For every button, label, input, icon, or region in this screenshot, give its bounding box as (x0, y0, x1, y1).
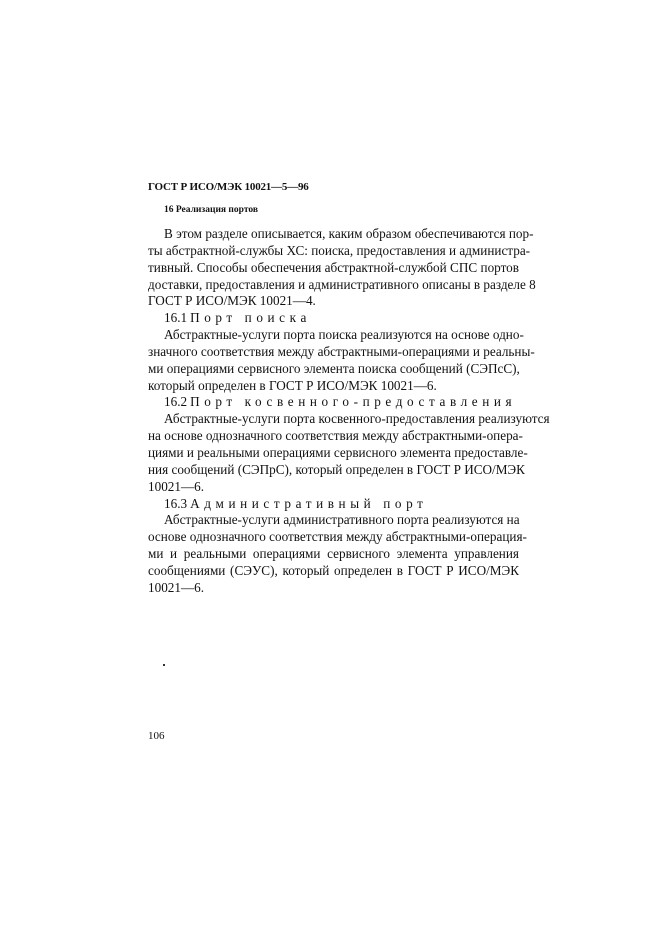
text-line: 10021—6. (148, 478, 205, 494)
scan-speck (163, 664, 165, 666)
text-line: значного соответствия между абстрактными-операциями и реальны- (148, 343, 535, 359)
text-line: 10021—6. (148, 579, 205, 595)
subsection-heading (148, 394, 519, 411)
text-line: Абстрактные-услуги порта косвенного-предоставления реализуются (164, 411, 550, 427)
subsection-heading (148, 496, 519, 513)
text-line: В этом разделе описывается, каким образом обеспечиваются пор- (164, 226, 534, 241)
subsection-title: Порт косвенного-предоставления (190, 394, 517, 410)
text-line: доставки, предоставления и административного описаны в разделе 8 (148, 276, 536, 292)
text-line: ты абстрактной-службы ХС: поиска, предоставления и администра- (148, 242, 531, 258)
text-line: на основе однозначного соответствия между абстрактными-опера- (148, 428, 523, 444)
text-line: который определен в ГОСТ Р ИСО/МЭК 10021—6. (148, 377, 437, 393)
section-title: 16 Реализация портов (164, 205, 259, 215)
text-line: ми операциями сервисного элемента поиска сообщений (СЭПсС), (148, 360, 520, 376)
subsection-title: Административный порт (190, 495, 428, 511)
text-line: циями и реальными операциями сервисного элемента предоставле- (148, 444, 528, 460)
text-line: ния сообщений (СЭПрС), который определен в ГОСТ Р ИСО/МЭК (148, 461, 525, 477)
text-line: основе однозначного соответствия между абстрактными-операция- (148, 529, 527, 545)
text-line: ми и реальными операциями сервисного элемента управления (148, 546, 519, 562)
subsection-number: 16.1 (164, 310, 188, 326)
subsection-heading (148, 310, 519, 327)
text-line: ГОСТ Р ИСО/МЭК 10021—4. (148, 293, 316, 309)
text-line: Абстрактные-услуги административного порта реализуются на (164, 512, 520, 528)
subsection-number: 16.3 (164, 495, 188, 511)
body-text (148, 226, 550, 597)
document-header: ГОСТ Р ИСО/МЭК 10021—5—96 (148, 181, 309, 193)
text-line: сообщениями (СЭУС), который определен в ГОСТ Р ИСО/МЭК (148, 562, 519, 578)
subsection-title: Порт поиска (190, 310, 311, 326)
text-line: тивный. Способы обеспечения абстрактной-службой СПС портов (148, 259, 519, 275)
subsection-number: 16.2 (164, 394, 188, 410)
page-number: 106 (148, 730, 165, 742)
text-line: Абстрактные-услуги порта поиска реализуются на основе одно- (164, 327, 524, 343)
